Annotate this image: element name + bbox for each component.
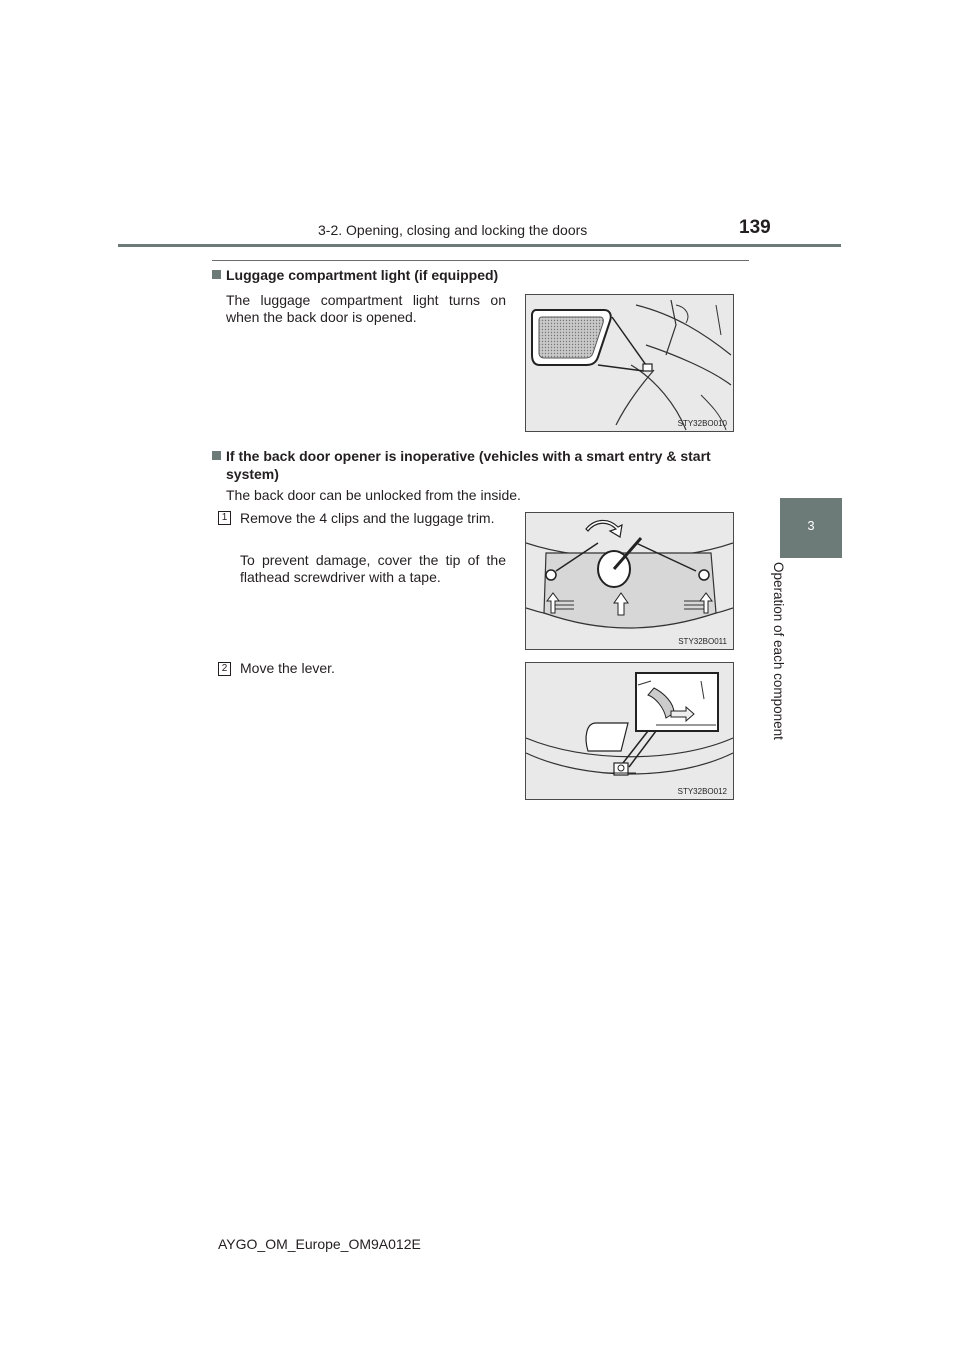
chapter-number: 3 xyxy=(807,518,815,533)
section-heading-line1: If the back door opener is inoperative (vehicles with a smart entry & start xyxy=(226,448,711,464)
chapter-title: Operation of each component xyxy=(771,562,786,740)
figure-code: STY32BO011 xyxy=(678,637,727,646)
heading-square-icon xyxy=(212,270,221,279)
section-heading-luggage-light xyxy=(212,266,498,284)
figure-luggage-light xyxy=(525,294,734,432)
chapter-title-vertical xyxy=(771,562,810,762)
section-heading-line2: system) xyxy=(226,466,279,482)
figure-code: STY32BO012 xyxy=(677,787,727,796)
step-note: To prevent damage, cover the tip of the flathead screwdriver with a tape. xyxy=(240,552,506,585)
step-number-badge: 2 xyxy=(218,662,231,676)
trim-clips-illustration xyxy=(526,513,733,649)
figure-code: STY32BO010 xyxy=(677,419,727,428)
footer-document-id: AYGO_OM_Europe_OM9A012E xyxy=(218,1236,421,1252)
section-heading-back-door-opener xyxy=(212,447,752,483)
section-intro-text: The back door can be unlocked from the inside. xyxy=(226,487,521,503)
figure-back-door-lever xyxy=(525,662,734,800)
lever-illustration xyxy=(526,663,733,799)
header-section-title: 3-2. Opening, closing and locking the doors xyxy=(318,222,588,238)
header-divider xyxy=(118,244,841,247)
figure-luggage-trim-clips xyxy=(525,512,734,650)
page-number: 139 xyxy=(739,217,771,238)
luggage-light-illustration xyxy=(526,295,733,431)
chapter-tab xyxy=(780,498,842,558)
step-text: Remove the 4 clips and the luggage trim. xyxy=(240,510,495,526)
section-heading-text: Luggage compartment light (if equipped) xyxy=(226,267,499,283)
section-divider xyxy=(212,260,749,261)
heading-square-icon xyxy=(212,451,221,460)
section-body-text: The luggage compartment light turns on when the back door is opened. xyxy=(226,292,506,325)
step-text: Move the lever. xyxy=(240,660,335,676)
step-number-badge: 1 xyxy=(218,511,231,525)
